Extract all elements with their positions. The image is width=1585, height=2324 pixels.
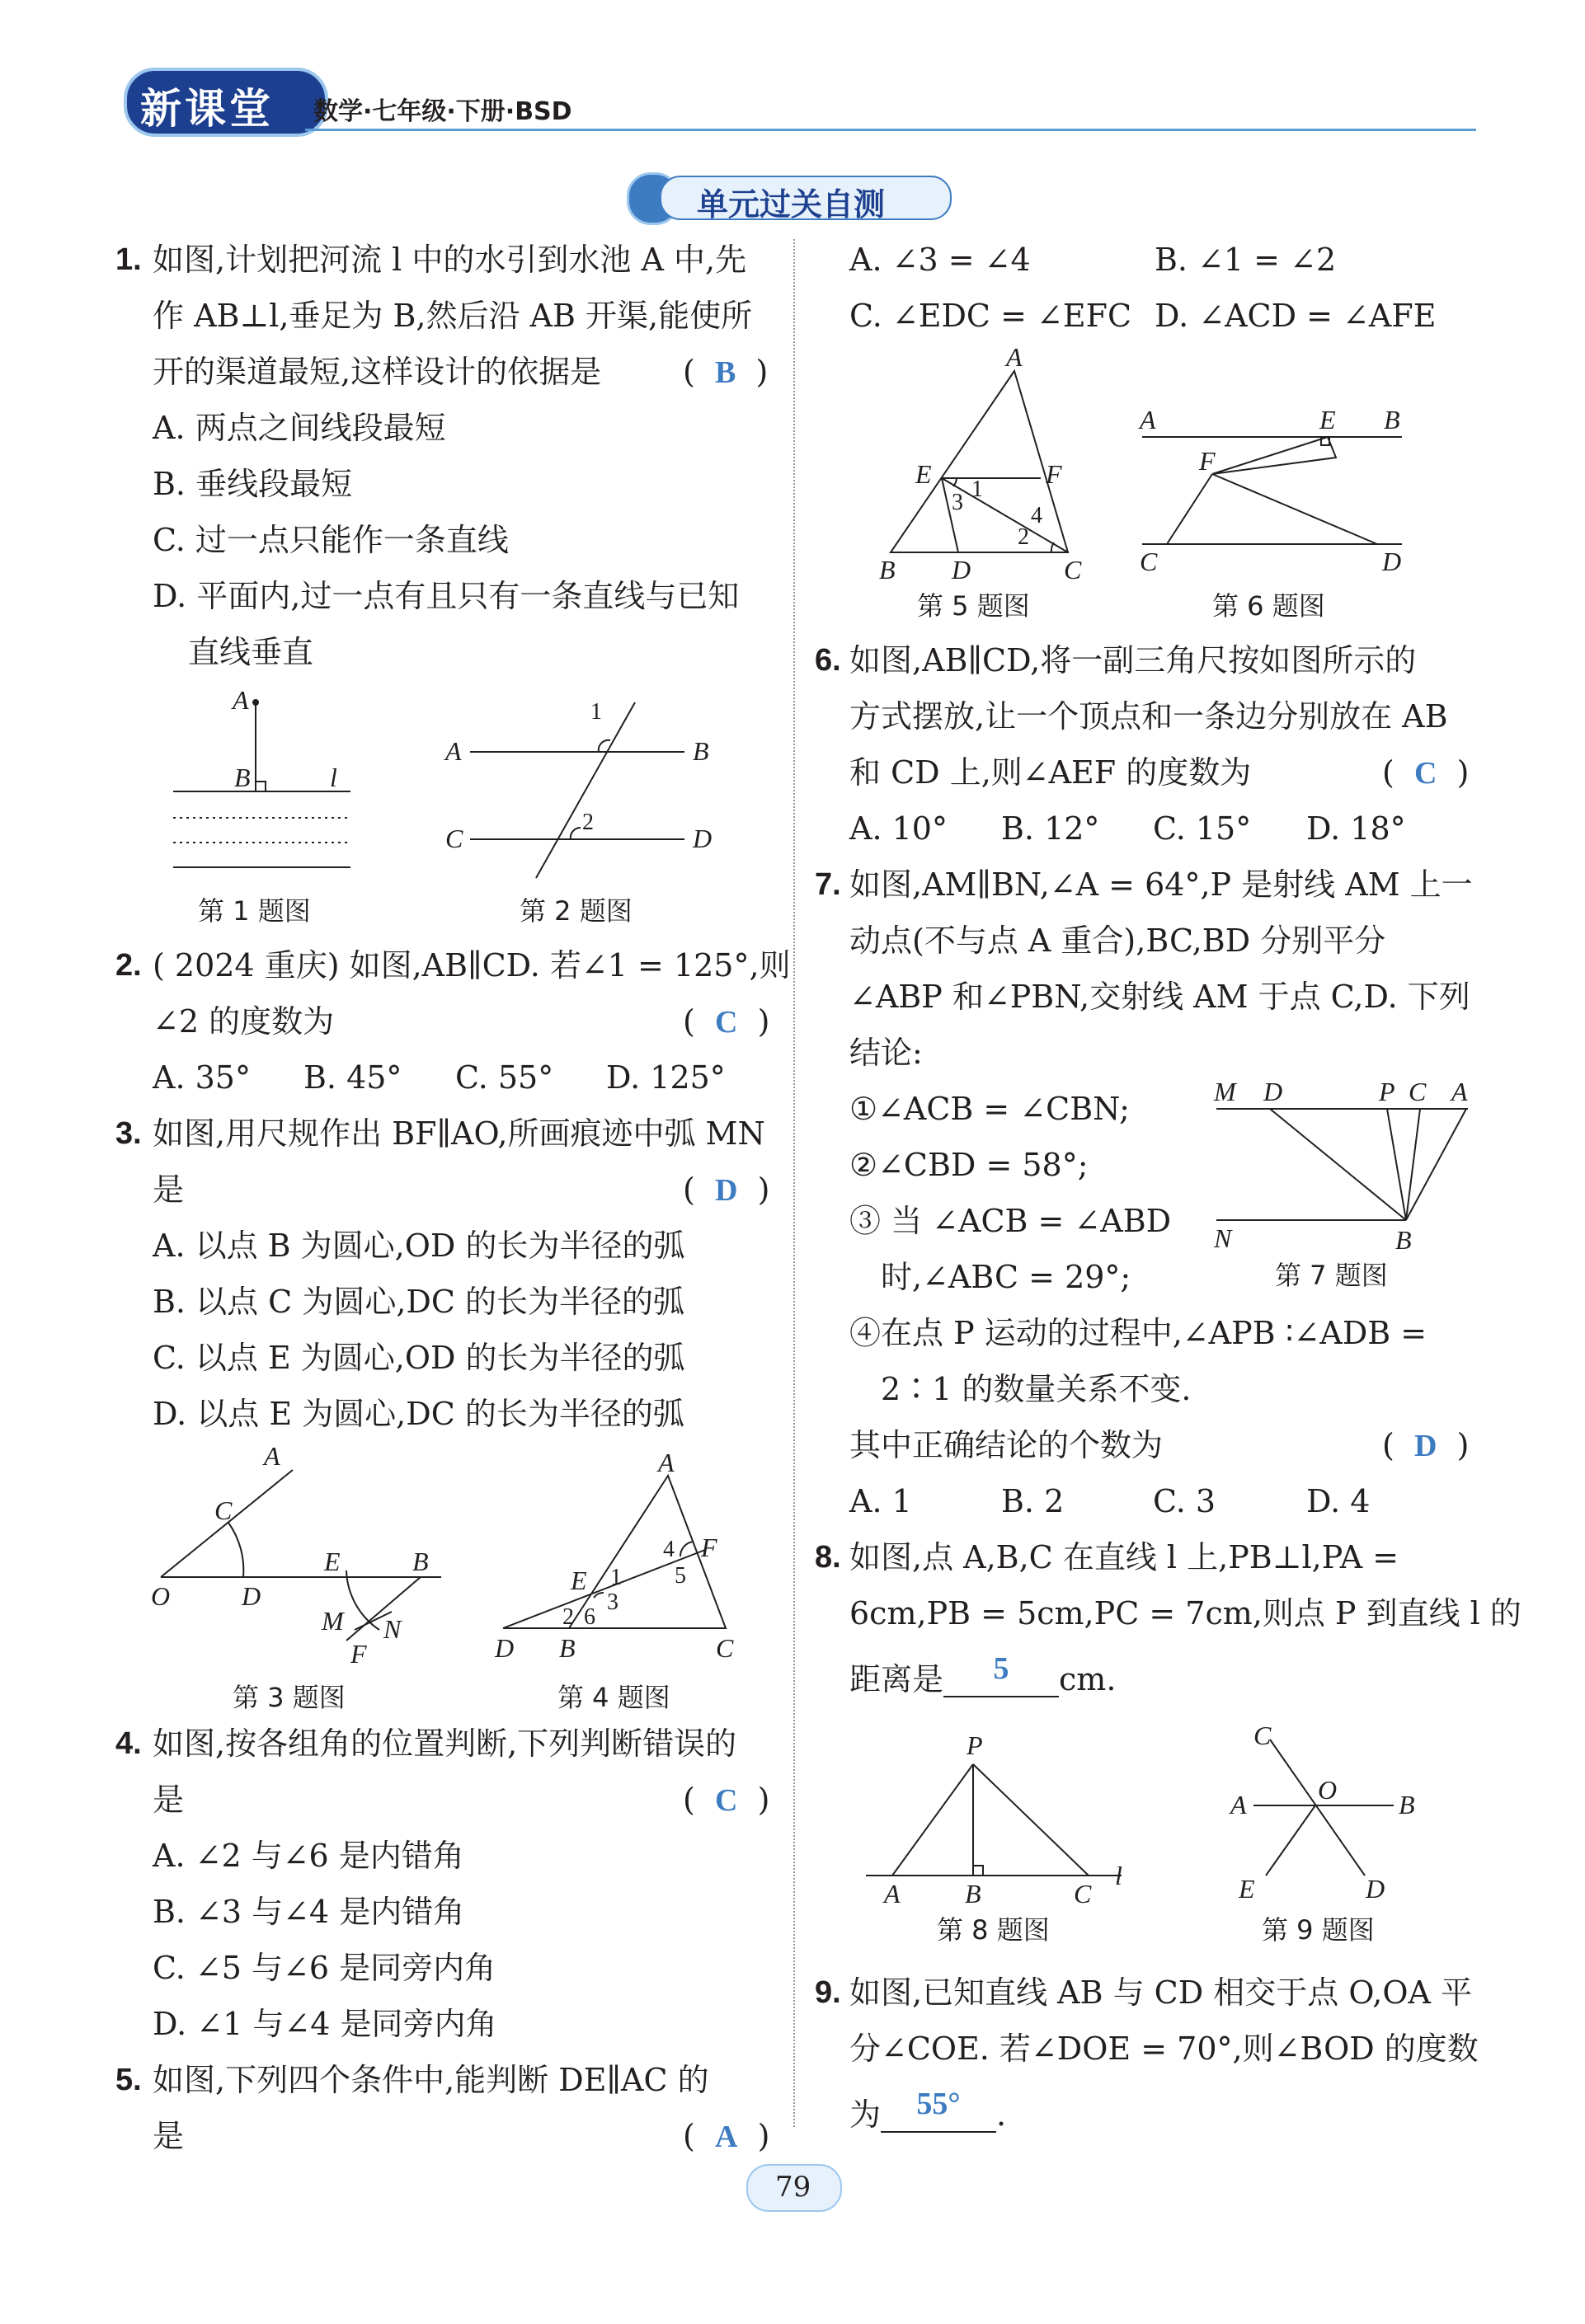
q1-line: 作 AB⊥l,垂足为 B,然后沿 AB 开渠,能使所	[153, 298, 753, 334]
q8-unit: cm.	[1059, 1661, 1117, 1697]
label-b: B	[412, 1547, 429, 1576]
q7-conclusion: ②∠CBD = 58°;	[849, 1147, 1089, 1183]
q3-line: 是	[153, 1171, 185, 1208]
label-a: A	[1451, 1077, 1468, 1106]
brand-name: 新课堂	[140, 85, 274, 133]
q7-option: C. 3	[1153, 1483, 1216, 1519]
right-angle-mark	[973, 1866, 983, 1876]
q8-line: 距离是	[849, 1661, 944, 1697]
label-f: F	[1046, 459, 1062, 489]
q6-option: D. 18°	[1306, 810, 1406, 847]
q2-option: D. 125°	[606, 1059, 726, 1096]
figure-9	[1212, 1723, 1443, 1913]
figure-5	[866, 346, 1097, 585]
q6-answer: C	[1413, 756, 1437, 791]
q4-option: C. ∠5 与∠6 是同旁内角	[153, 1950, 496, 1986]
segment-bd	[1270, 1109, 1406, 1220]
label-b: B	[1399, 1790, 1415, 1819]
angle-label-1: 1	[590, 699, 602, 725]
label-a: A	[445, 736, 462, 766]
label-f: F	[701, 1533, 717, 1562]
label-b: B	[1384, 405, 1400, 434]
q6-line: 和 CD 上,则∠AEF 的度数为	[849, 754, 1252, 791]
label-e: E	[571, 1566, 587, 1595]
figure-7	[1204, 1076, 1476, 1257]
q5-option: C. ∠EDC = ∠EFC	[849, 298, 1132, 334]
fig5-caption: 第 5 题图	[917, 590, 1030, 622]
figure-3	[144, 1447, 458, 1669]
q5-option: D. ∠ACD = ∠AFE	[1155, 298, 1437, 334]
label-b: B	[1395, 1225, 1412, 1255]
q7-line: ∠ABP 和∠PBN,交射线 AM 于点 C,D. 下列	[849, 979, 1470, 1015]
q6-option: B. 12°	[1001, 810, 1100, 847]
label-a: A	[884, 1879, 901, 1908]
q7-conclusion: 时,∠ABC = 29°;	[881, 1259, 1131, 1295]
q7-option: A. 1	[849, 1483, 912, 1519]
figure-2	[437, 693, 734, 882]
header-subtitle: 数学·七年级·下册·BSD	[313, 97, 572, 126]
q4-option: D. ∠1 与∠4 是同旁内角	[153, 2006, 497, 2042]
segment-pa	[892, 1764, 973, 1876]
angle-label-4: 4	[1031, 503, 1042, 528]
angle-label-2: 2	[582, 810, 594, 835]
q7-line: 动点(不与点 A 重合),BC,BD 分别平分	[849, 923, 1386, 959]
figure-1	[165, 684, 363, 882]
q7-conclusion: ①∠ACB = ∠CBN;	[849, 1091, 1130, 1127]
fig7-caption: 第 7 题图	[1275, 1260, 1388, 1291]
label-c: C	[1253, 1723, 1272, 1750]
q6-answer-bracket: ( C )	[1382, 754, 1470, 791]
label-c: C	[214, 1495, 233, 1525]
q4-number: 4.	[115, 1726, 142, 1761]
column-divider	[793, 239, 795, 2127]
label-l: l	[330, 763, 337, 792]
q1-answer: B	[714, 355, 736, 390]
q1-line: 如图,计划把河流 l 中的水引到水池 A 中,先	[153, 242, 747, 278]
q5-line: 如图,下列四个条件中,能判断 DE∥AC 的	[153, 2062, 709, 2098]
section-title-banner	[627, 169, 957, 223]
q1-option: 直线垂直	[188, 634, 314, 670]
q2-line: ( 2024 重庆) 如图,AB∥CD. 若∠1 = 125°,则	[153, 947, 791, 984]
segment-bc	[1406, 1109, 1420, 1220]
label-f: F	[1199, 446, 1216, 476]
fig6-caption: 第 6 题图	[1212, 590, 1325, 622]
segment-bp	[1387, 1109, 1406, 1220]
q6-option: A. 10°	[849, 810, 948, 847]
q9-end: .	[996, 2096, 1007, 2133]
label-d: D	[1366, 1874, 1385, 1904]
q5-line: 是	[153, 2118, 185, 2154]
angle-label-6: 6	[584, 1604, 595, 1630]
label-d: D	[242, 1581, 261, 1611]
q9-answer-line	[849, 2087, 1007, 2133]
label-m: M	[1214, 1077, 1236, 1106]
q2-option: B. 45°	[303, 1059, 402, 1096]
q2-line: ∠2 的度数为	[153, 1003, 335, 1040]
q8-line: 6cm,PB = 5cm,PC = 7cm,则点 P 到直线 l 的	[849, 1595, 1522, 1631]
q4-answer-bracket: ( C )	[683, 1782, 770, 1818]
q9-number: 9.	[815, 1975, 841, 2010]
label-a: A	[264, 1447, 280, 1471]
q3-number: 3.	[115, 1116, 142, 1151]
q3-answer: D	[714, 1173, 738, 1208]
fig3-caption: 第 3 题图	[233, 1682, 346, 1713]
label-b: B	[234, 763, 251, 792]
q3-option: C. 以点 E 为圆心,OD 的长为半径的弧	[153, 1340, 685, 1376]
header-rule	[305, 129, 1476, 131]
label-o: O	[1318, 1775, 1338, 1805]
label-n: N	[383, 1614, 402, 1644]
q8-number: 8.	[815, 1540, 841, 1575]
q5-option: A. ∠3 = ∠4	[849, 242, 1031, 278]
q4-option: B. ∠3 与∠4 是内错角	[153, 1894, 465, 1930]
q4-line: 是	[153, 1782, 185, 1818]
line-df	[503, 1550, 705, 1628]
q8-answer: 5	[993, 1651, 1009, 1686]
q9-line: 如图,已知直线 AB 与 CD 相交于点 O,OA 平	[849, 1974, 1473, 2011]
transversal	[536, 702, 635, 878]
label-e: E	[1239, 1874, 1255, 1904]
label-f: F	[350, 1639, 367, 1669]
label-d: D	[952, 555, 971, 585]
q7-answer-bracket: ( D )	[1382, 1427, 1470, 1463]
q4-line: 如图,按各组角的位置判断,下列判断错误的	[153, 1725, 737, 1762]
q9-line: 分∠COE. 若∠DOE = 70°,则∠BOD 的度数	[849, 2031, 1479, 2067]
label-a: A	[1006, 346, 1023, 372]
q1-option: B. 垂线段最短	[153, 466, 353, 502]
set-square-1	[1212, 437, 1336, 474]
q1-line: 开的渠道最短,这样设计的依据是	[153, 354, 602, 390]
q8-answer-line	[849, 1651, 1117, 1697]
label-c: C	[1140, 547, 1158, 576]
segment-fd	[1212, 474, 1377, 544]
q3-option: A. 以点 B 为圆心,OD 的长为半径的弧	[153, 1228, 685, 1264]
q1-number: 1.	[115, 242, 142, 277]
q7-line: 结论:	[849, 1035, 923, 1071]
figure-8	[858, 1731, 1138, 1913]
right-angle-mark	[256, 782, 266, 791]
figure-6	[1130, 396, 1418, 585]
segment-fc	[1167, 474, 1212, 544]
q4-answer: C	[714, 1783, 738, 1818]
label-b: B	[559, 1633, 576, 1663]
angle-label-2: 2	[562, 1604, 574, 1630]
q7-line: 如图,AM∥BN,∠A = 64°,P 是射线 AM 上一	[849, 866, 1473, 903]
q5-option: B. ∠1 = ∠2	[1155, 242, 1337, 278]
label-o: O	[151, 1581, 171, 1611]
q9-answer: 55°	[916, 2087, 961, 2121]
angle-label-3: 3	[952, 490, 963, 515]
q2-option: C. 55°	[455, 1059, 554, 1096]
label-d: D	[693, 824, 713, 853]
q1-option: A. 两点之间线段最短	[153, 410, 446, 446]
label-c: C	[445, 824, 463, 853]
label-e: E	[324, 1547, 341, 1576]
q1-answer-bracket: ( B )	[683, 354, 769, 390]
label-d: D	[1263, 1077, 1283, 1106]
q8-answer-blank[interactable]	[943, 1651, 1059, 1697]
label-a: A	[658, 1451, 675, 1477]
q8-line: 如图,点 A,B,C 在直线 l 上,PB⊥l,PA =	[849, 1539, 1399, 1575]
line-cd	[1270, 1739, 1365, 1876]
arc-cd	[228, 1523, 243, 1577]
q7-conclusion: ④在点 P 运动的过程中,∠APB ∶∠ADB =	[849, 1315, 1427, 1351]
q7-number: 7.	[815, 867, 841, 902]
label-n: N	[1214, 1223, 1232, 1253]
q1-option: D. 平面内,过一点有且只有一条直线与已知	[153, 578, 740, 614]
q7-answer: D	[1413, 1429, 1437, 1463]
q3-line: 如图,用尺规作出 BF∥AO,所画痕迹中弧 MN	[153, 1115, 765, 1152]
label-b: B	[693, 736, 709, 766]
q7-ask: 其中正确结论的个数为	[849, 1427, 1164, 1463]
angle-label-1: 1	[971, 477, 983, 502]
angle-label-4: 4	[663, 1537, 675, 1562]
q7-conclusion: 2∶1 的数量关系不变.	[881, 1371, 1192, 1407]
point-a	[252, 699, 259, 706]
q9-line: 为	[849, 2096, 882, 2133]
fig9-caption: 第 9 题图	[1262, 1914, 1375, 1946]
label-c: C	[716, 1633, 734, 1663]
segment-ba	[1406, 1109, 1466, 1220]
q7-option: D. 4	[1306, 1483, 1371, 1519]
label-b: B	[879, 555, 896, 585]
q1-option: C. 过一点只能作一条直线	[153, 522, 509, 558]
label-e: E	[1319, 405, 1336, 434]
fig1-caption: 第 1 题图	[198, 895, 311, 927]
section-title: 单元过关自测	[697, 186, 886, 223]
q7-conclusion: ③ 当 ∠ACB = ∠ABD	[849, 1203, 1172, 1239]
angle-arc-2	[571, 828, 581, 839]
label-c: C	[1409, 1077, 1427, 1106]
angle-label-1: 1	[610, 1565, 622, 1590]
q6-line: 方式摆放,让一个顶点和一条边分别放在 AB	[849, 698, 1448, 735]
label-m: M	[322, 1606, 344, 1636]
segment-pc	[973, 1764, 1089, 1876]
q5-answer-bracket: ( A )	[683, 2118, 770, 2154]
fig2-caption: 第 2 题图	[520, 895, 633, 927]
label-b: B	[965, 1879, 981, 1908]
label-a: A	[1140, 405, 1156, 434]
fig4-caption: 第 4 题图	[557, 1682, 670, 1713]
q3-option: B. 以点 C 为圆心,DC 的长为半径的弧	[153, 1284, 685, 1320]
label-a: A	[233, 685, 249, 715]
q6-line: 如图,AB∥CD,将一副三角尺按如图所示的	[849, 642, 1417, 678]
label-c: C	[1064, 555, 1082, 585]
angle-label-2: 2	[1018, 524, 1029, 550]
ray-oe	[1266, 1805, 1315, 1876]
label-a: A	[1230, 1790, 1247, 1819]
label-d: D	[1382, 547, 1402, 576]
q4-option: A. ∠2 与∠6 是内错角	[153, 1838, 464, 1874]
q2-answer: C	[714, 1005, 738, 1040]
q2-answer-bracket: ( C )	[683, 1003, 770, 1040]
label-d: D	[495, 1633, 515, 1663]
fig8-caption: 第 8 题图	[937, 1914, 1050, 1946]
q5-answer: A	[714, 2120, 738, 2154]
label-e: E	[915, 459, 932, 489]
label-p: P	[1379, 1077, 1395, 1106]
q2-option: A. 35°	[153, 1059, 251, 1096]
angle-label-3: 3	[607, 1589, 618, 1615]
q7-option: B. 2	[1001, 1483, 1065, 1519]
label-c: C	[1074, 1879, 1092, 1908]
label-p: P	[967, 1731, 983, 1760]
q6-option: C. 15°	[1153, 810, 1252, 847]
page-number: 79	[775, 2171, 811, 2204]
q2-number: 2.	[115, 948, 142, 983]
label-l: l	[1115, 1861, 1122, 1890]
q3-option: D. 以点 E 为圆心,DC 的长为半径的弧	[153, 1396, 684, 1432]
figure-4	[487, 1451, 759, 1669]
q5-number: 5.	[115, 2063, 142, 2097]
q6-number: 6.	[815, 643, 841, 678]
q9-answer-blank[interactable]	[881, 2087, 996, 2133]
header	[107, 58, 1468, 148]
angle-label-5: 5	[675, 1563, 686, 1589]
q3-answer-bracket: ( D )	[683, 1171, 770, 1208]
